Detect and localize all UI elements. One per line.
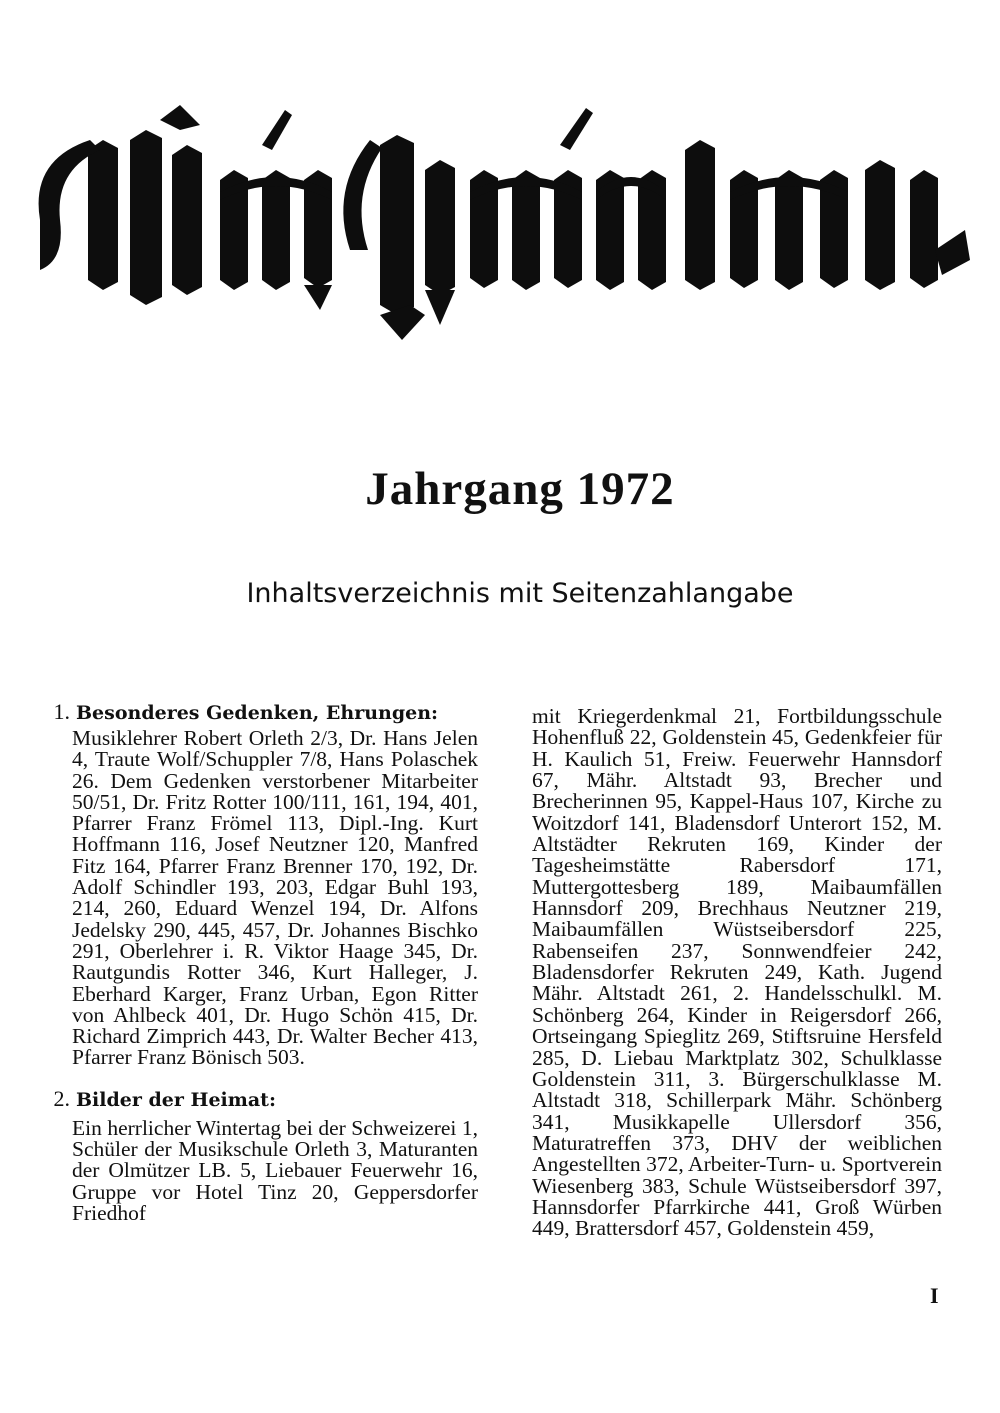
section-title: Besonderes Gedenken, Ehrungen:: [76, 702, 439, 724]
section-entries: Ein herrlicher Wintertag bei der Schweizerei 1, Schüler der Musikschule Orleth 3, Maturanten der Olmützer LB. 5, Liebauer Feuerwehr 16, Gruppe vor Hotel Tinz 20, Geppersdorfer Friedhof: [72, 1115, 478, 1225]
page-subtitle: Inhaltsverzeichnis mit Seitenzahlangabe: [246, 578, 794, 609]
section-number: 1.: [53, 699, 70, 724]
index-section-1: [48, 700, 478, 1069]
index-section-2: [48, 1087, 478, 1224]
masthead-logo: [30, 100, 970, 350]
section-heading: [48, 700, 478, 725]
section-entries: Musiklehrer Robert Orleth 2/3, Dr. Hans Jelen 4, Traute Wolf/Schuppler 7/8, Hans Polaschek 26. Dem Gedenken verstorbener Mitarbeiter 50/51, Dr. Fritz Rotter 100/111, 161, 194, 401, Pfarrer Franz Frömel 113, Dipl.-Ing. Kurt Hoffmann 116, Josef Neutzner 120, Manfred Fitz 164, Pfarrer Franz Brenner 170, 192, Dr. Adolf Schindler 193, 203, Edgar Buhl 193, 214, 260, Eduard Wenzel 194, Dr. Alfons Jedelsky 290, 445, 457, Dr. Johannes Bischko 291, Oberlehrer i. R. Viktor Haage 345, Dr. Rautgundis Rotter 346, Kurt Halleger, J. Eberhard Karger, Franz Urban, Egon Ritter von Ahlbeck 401, Dr. Hugo Schön 415, Dr. Richard Zimprich 443, Dr. Walter Becher 413, Pfarrer Franz Bönisch 503.: [72, 726, 478, 1070]
index-column-right: [532, 700, 942, 1240]
masthead-blackletter-art: [39, 105, 970, 340]
page-title: Jahrgang 1972: [365, 463, 675, 515]
page-number: I: [930, 1283, 939, 1308]
section-number: 2.: [53, 1085, 70, 1111]
section-heading: [48, 1087, 478, 1112]
section-entries-continued: mit Kriegerdenkmal 21, Fortbildungsschule Hohenfluß 22, Goldenstein 45, Gedenkfeier für H. Kaulich 51, Freiw. Feuerwehr Hannsdorf 67, Mähr. Altstadt 93, Brecher und Brecherinnen 95, Kappel-Haus 107, Kirche zu Woitzdorf 141, Bladensdorf Unterort 152, M. Altstädter Rekruten 169, Kinder der Tagesheimstätte Rabersdorf 171, Muttergottesberg 189, Maibaumfällen Hannsdorf 209, Brechhaus Neutzner 219, Maibaumfällen Wüstseibersdorf 225, Rabenseifen 237, Sonnwendfeier 242, Bladensdorfer Rekruten 249, Kath. Jugend Mähr. Altstadt 261, 2. Handelsschulkl. M. Schönberg 264, Kinder in Reigersdorf 266, Ortseingang Spieglitz 269, Stiftsruine Hersfeld 285, D. Liebau Marktplatz 302, Schulklasse Goldenstein 311, 3. Bürgerschulklasse M. Altstadt 318, Schillerpark Mähr. Schönberg 341, Musikkapelle Ullersdorf 356, Maturatreffen 373, DHV der weiblichen Angestellten 372, Arbeiter-Turn- u. Sportverein Wiesenberg 383, Schule Wüstseibersdorf 397, Hannsdorfer Pfarrkirche 441, Groß Würben 449, Brattersdorf 457, Goldenstein 459,: [532, 704, 942, 1241]
index-column-left: [48, 700, 478, 1224]
section-title: Bilder der Heimat:: [76, 1088, 276, 1111]
